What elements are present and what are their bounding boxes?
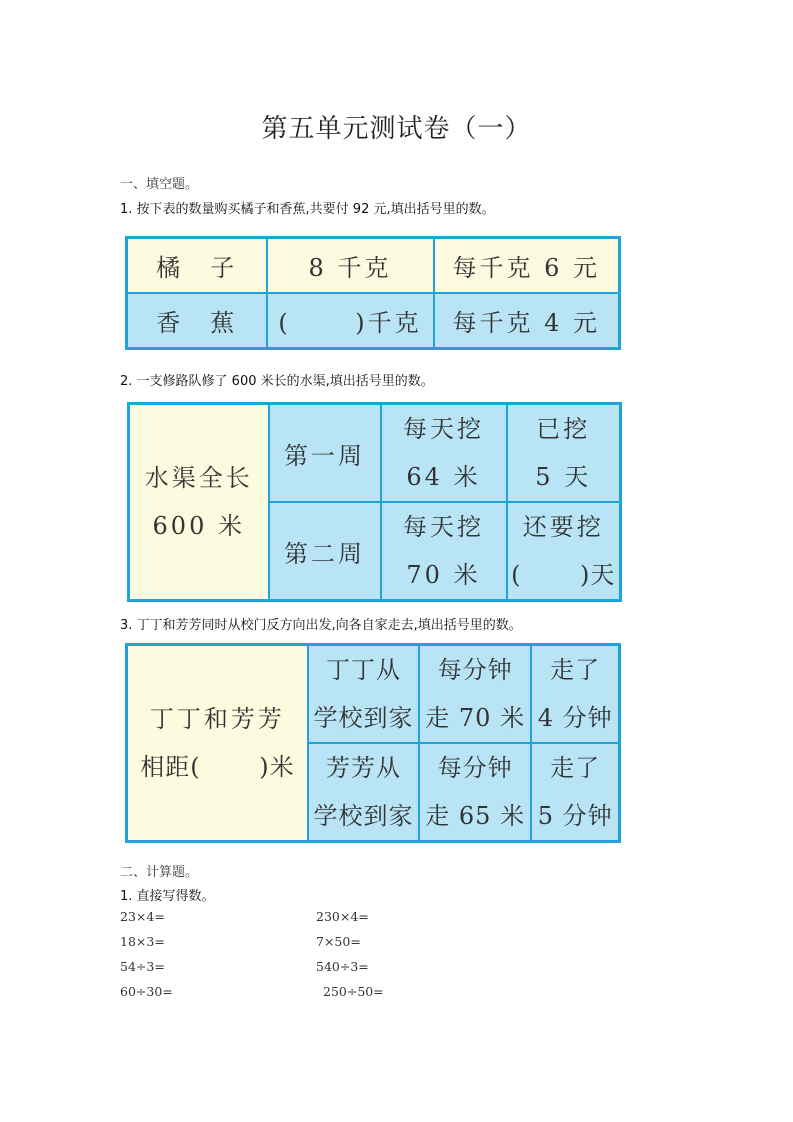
calc-item: 250÷50= <box>323 984 384 999</box>
calc-question-1: 1. 直接写得数。 <box>120 889 215 904</box>
week-2-days-cell[interactable] <box>507 502 621 601</box>
calc-item: 540÷3= <box>316 959 369 974</box>
calc-item: 60÷30= <box>120 984 173 999</box>
fruit-table <box>125 236 621 350</box>
table-cell: 每千克 4 元 <box>434 293 620 349</box>
table-cell: 香 蕉 <box>127 293 267 349</box>
question-1-text: 1. 按下表的数量购买橘子和香蕉,共要付 92 元,填出括号里的数。 <box>120 202 495 217</box>
cell-line: 走 70 米 <box>425 704 526 732</box>
table-cell <box>308 743 419 842</box>
canal-total-value: 600 米 <box>152 512 245 540</box>
week-1-rate-cell <box>381 404 507 503</box>
cell-line: 丁丁和芳芳 <box>149 705 285 733</box>
cell-line: 丁丁从 <box>325 656 401 684</box>
cell-line: 走了 <box>550 656 601 684</box>
cell-line: 每分钟 <box>437 754 513 782</box>
blank-answer[interactable]: 相距( )米 <box>140 753 295 781</box>
walking-table <box>125 643 621 843</box>
table-cell <box>419 645 531 744</box>
section-2-heading: 二、计算题。 <box>120 865 199 880</box>
table-row <box>127 238 620 294</box>
table-cell <box>531 645 619 744</box>
cell-line: 5 天 <box>535 463 592 491</box>
distance-cell[interactable] <box>127 645 308 842</box>
calc-item: 230×4= <box>316 909 369 924</box>
week-2-rate-cell <box>381 502 507 601</box>
table-cell: 8 千克 <box>267 238 434 294</box>
week-2-label: 第二周 <box>269 502 381 601</box>
table-row <box>127 293 620 349</box>
table-cell: 橘 子 <box>127 238 267 294</box>
cell-line: 学校到家 <box>313 704 414 732</box>
week-1-days-cell <box>507 404 621 503</box>
calc-item: 18×3= <box>120 934 165 949</box>
calc-item: 7×50= <box>316 934 361 949</box>
table-cell: 每千克 6 元 <box>434 238 620 294</box>
canal-total-label: 水渠全长 <box>144 464 253 492</box>
cell-line: 每天挖 <box>403 415 484 443</box>
blank-cell[interactable]: ( )千克 <box>267 293 434 349</box>
canal-table <box>127 402 622 602</box>
cell-line: 还要挖 <box>522 513 604 541</box>
cell-line: 70 米 <box>406 561 481 589</box>
question-2-text: 2. 一支修路队修了 600 米长的水渠,填出括号里的数。 <box>120 374 434 389</box>
cell-line: 走了 <box>550 754 601 782</box>
cell-line: 走 65 米 <box>425 802 526 830</box>
cell-line: 4 分钟 <box>537 704 613 732</box>
cell-line: 64 米 <box>406 463 481 491</box>
table-row <box>127 645 620 744</box>
table-cell <box>531 743 619 842</box>
cell-line: 每分钟 <box>437 656 513 684</box>
week-1-label: 第一周 <box>269 404 381 503</box>
cell-line: 每天挖 <box>403 513 484 541</box>
question-3-text: 3. 丁丁和芳芳同时从校门反方向出发,向各自家走去,填出括号里的数。 <box>120 618 522 633</box>
calc-item: 23×4= <box>120 909 165 924</box>
page-title: 第五单元测试卷（一） <box>261 114 532 144</box>
cell-line: 芳芳从 <box>325 754 401 782</box>
calc-item: 54÷3= <box>120 959 165 974</box>
table-cell <box>308 645 419 744</box>
blank-answer[interactable]: ( )天 <box>511 561 616 589</box>
cell-line: 5 分钟 <box>537 802 613 830</box>
table-cell <box>419 743 531 842</box>
section-1-heading: 一、填空题。 <box>120 177 199 192</box>
cell-line: 已挖 <box>536 415 591 443</box>
table-row <box>129 404 621 503</box>
cell-line: 学校到家 <box>313 802 414 830</box>
canal-total-cell <box>129 404 269 601</box>
